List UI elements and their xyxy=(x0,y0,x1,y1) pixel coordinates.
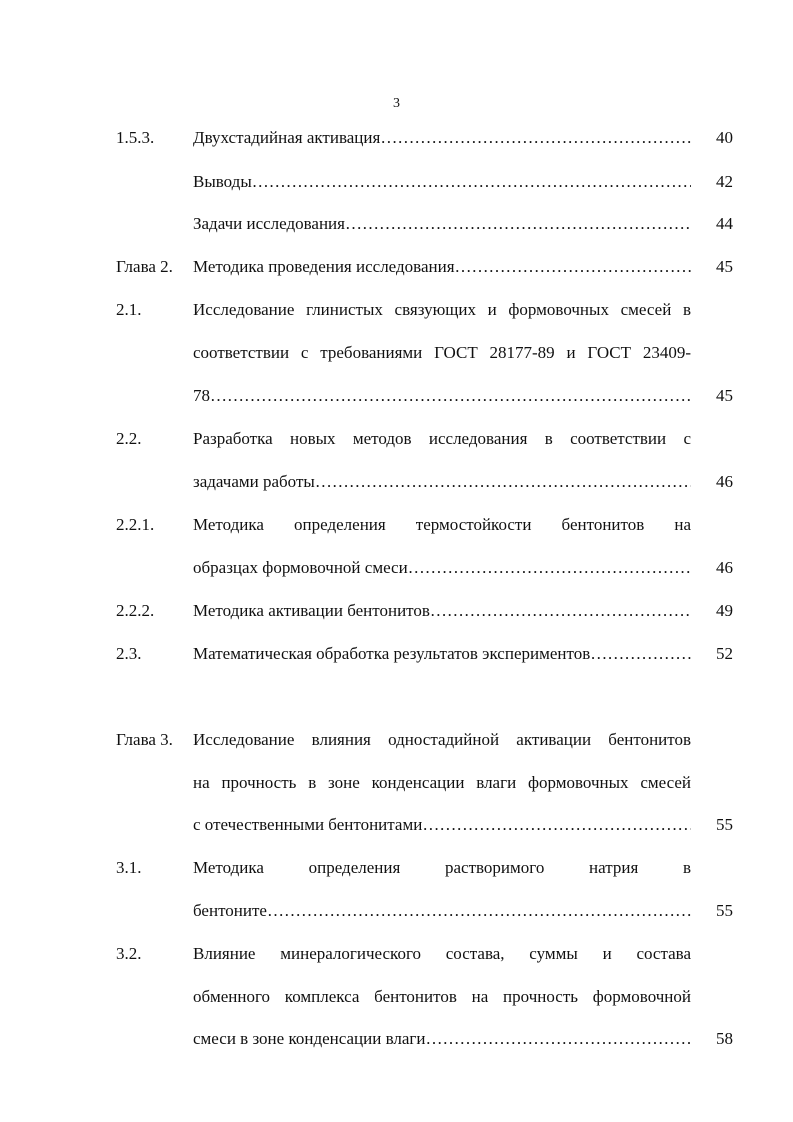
toc-entry-title: Двухстадийная активация xyxy=(193,128,381,147)
toc-entry-continuation xyxy=(0,556,793,580)
dot-leader xyxy=(267,899,691,923)
toc-entry-number: 3.1. xyxy=(116,858,142,877)
toc-entry-page: 55 xyxy=(716,815,733,834)
toc-entry-title-line: Исследование влияния одностадийной активации бентонитов xyxy=(193,730,691,749)
toc-entry xyxy=(0,942,793,966)
toc-entry-title-line: Исследование глинистых связующих и формовочных смесей в xyxy=(193,300,691,319)
toc-entry xyxy=(0,170,793,194)
toc-entry-title-line: Влияние минералогического состава, суммы и состава xyxy=(193,944,691,963)
toc-entry-number: Глава 2. xyxy=(116,257,173,276)
toc-entry-continuation xyxy=(0,1027,793,1051)
toc-entry-page: 40 xyxy=(716,128,733,147)
toc-entry-page: 46 xyxy=(716,472,733,491)
toc-entry-number: 1.5.3. xyxy=(116,128,155,147)
toc-entry-page: 49 xyxy=(716,601,733,620)
toc-entry-title-line: на прочность в зоне конденсации влаги формовочных смесей xyxy=(193,773,691,792)
toc-entry-page: 46 xyxy=(716,558,733,577)
toc-entry-number: 2.2. xyxy=(116,429,142,448)
toc-entry xyxy=(0,255,793,279)
toc-entry-number: 2.1. xyxy=(116,300,142,319)
toc-entry-page: 45 xyxy=(716,257,733,276)
toc-entry-title-line: смеси в зоне конденсации влаги xyxy=(193,1029,426,1048)
dot-leader xyxy=(590,642,691,666)
toc-entry-continuation xyxy=(0,771,793,795)
dot-leader xyxy=(408,556,691,580)
toc-entry-page: 58 xyxy=(716,1029,733,1048)
toc-entry-number: 3.2. xyxy=(116,944,142,963)
toc-entry-continuation xyxy=(0,985,793,1009)
toc-entry-title: Задачи исследования xyxy=(193,214,345,233)
toc-entry-continuation xyxy=(0,384,793,408)
dot-leader xyxy=(425,1027,691,1051)
toc-entry-title-line: с отечественными бентонитами xyxy=(193,815,423,834)
toc-entry-continuation xyxy=(0,899,793,923)
dot-leader xyxy=(252,170,691,194)
toc-entry xyxy=(0,728,793,752)
dot-leader xyxy=(210,384,691,408)
toc-entry-continuation xyxy=(0,813,793,837)
toc-entry xyxy=(0,599,793,623)
toc-entry xyxy=(0,642,793,666)
toc-entry-title-line: Методика определения термостойкости бентонитов на xyxy=(193,515,691,534)
toc-entry-title-line: 78 xyxy=(193,386,210,405)
toc-entry-title: Выводы xyxy=(193,172,252,191)
toc-entry-title: Методика активации бентонитов xyxy=(193,601,430,620)
toc-entry-page: 45 xyxy=(716,386,733,405)
dot-leader xyxy=(430,599,691,623)
page-number: 3 xyxy=(393,96,400,111)
toc-entry xyxy=(0,212,793,236)
toc-entry-number: 2.3. xyxy=(116,644,142,663)
toc-entry-title-line: задачами работы xyxy=(193,472,315,491)
toc-entry-title-line: Разработка новых методов исследования в соответствии с xyxy=(193,429,691,448)
toc-entry-title-line: обменного комплекса бентонитов на прочность формовочной xyxy=(193,987,691,1006)
dot-leader xyxy=(380,126,691,150)
toc-entry-continuation xyxy=(0,470,793,494)
toc-entry xyxy=(0,427,793,451)
toc-entry-number: 2.2.2. xyxy=(116,601,155,620)
dot-leader xyxy=(315,470,691,494)
toc-entry-title-line: образцах формовочной смеси xyxy=(193,558,408,577)
dot-leader xyxy=(345,212,691,236)
toc-entry-title-line: соответствии с требованиями ГОСТ 28177-89 и ГОСТ 23409- xyxy=(193,343,691,362)
toc-entry-continuation xyxy=(0,341,793,365)
toc-entry-page: 52 xyxy=(716,644,733,663)
toc-entry-page: 44 xyxy=(716,214,733,233)
dot-leader xyxy=(455,255,691,279)
toc-entry xyxy=(0,513,793,537)
toc-entry-number: 2.2.1. xyxy=(116,515,155,534)
toc-entry xyxy=(0,126,793,150)
toc-entry-page: 42 xyxy=(716,172,733,191)
toc-entry-number: Глава 3. xyxy=(116,730,173,749)
dot-leader xyxy=(422,813,691,837)
toc-entry-title: Математическая обработка результатов экспериментов xyxy=(193,644,591,663)
toc-entry xyxy=(0,298,793,322)
toc-entry-title-line: бентоните xyxy=(193,901,267,920)
toc-entry xyxy=(0,856,793,880)
toc-entry-title: Методика проведения исследования xyxy=(193,257,455,276)
toc-entry-page: 55 xyxy=(716,901,733,920)
toc-entry-title-line: Методика определения растворимого натрия в xyxy=(193,858,691,877)
